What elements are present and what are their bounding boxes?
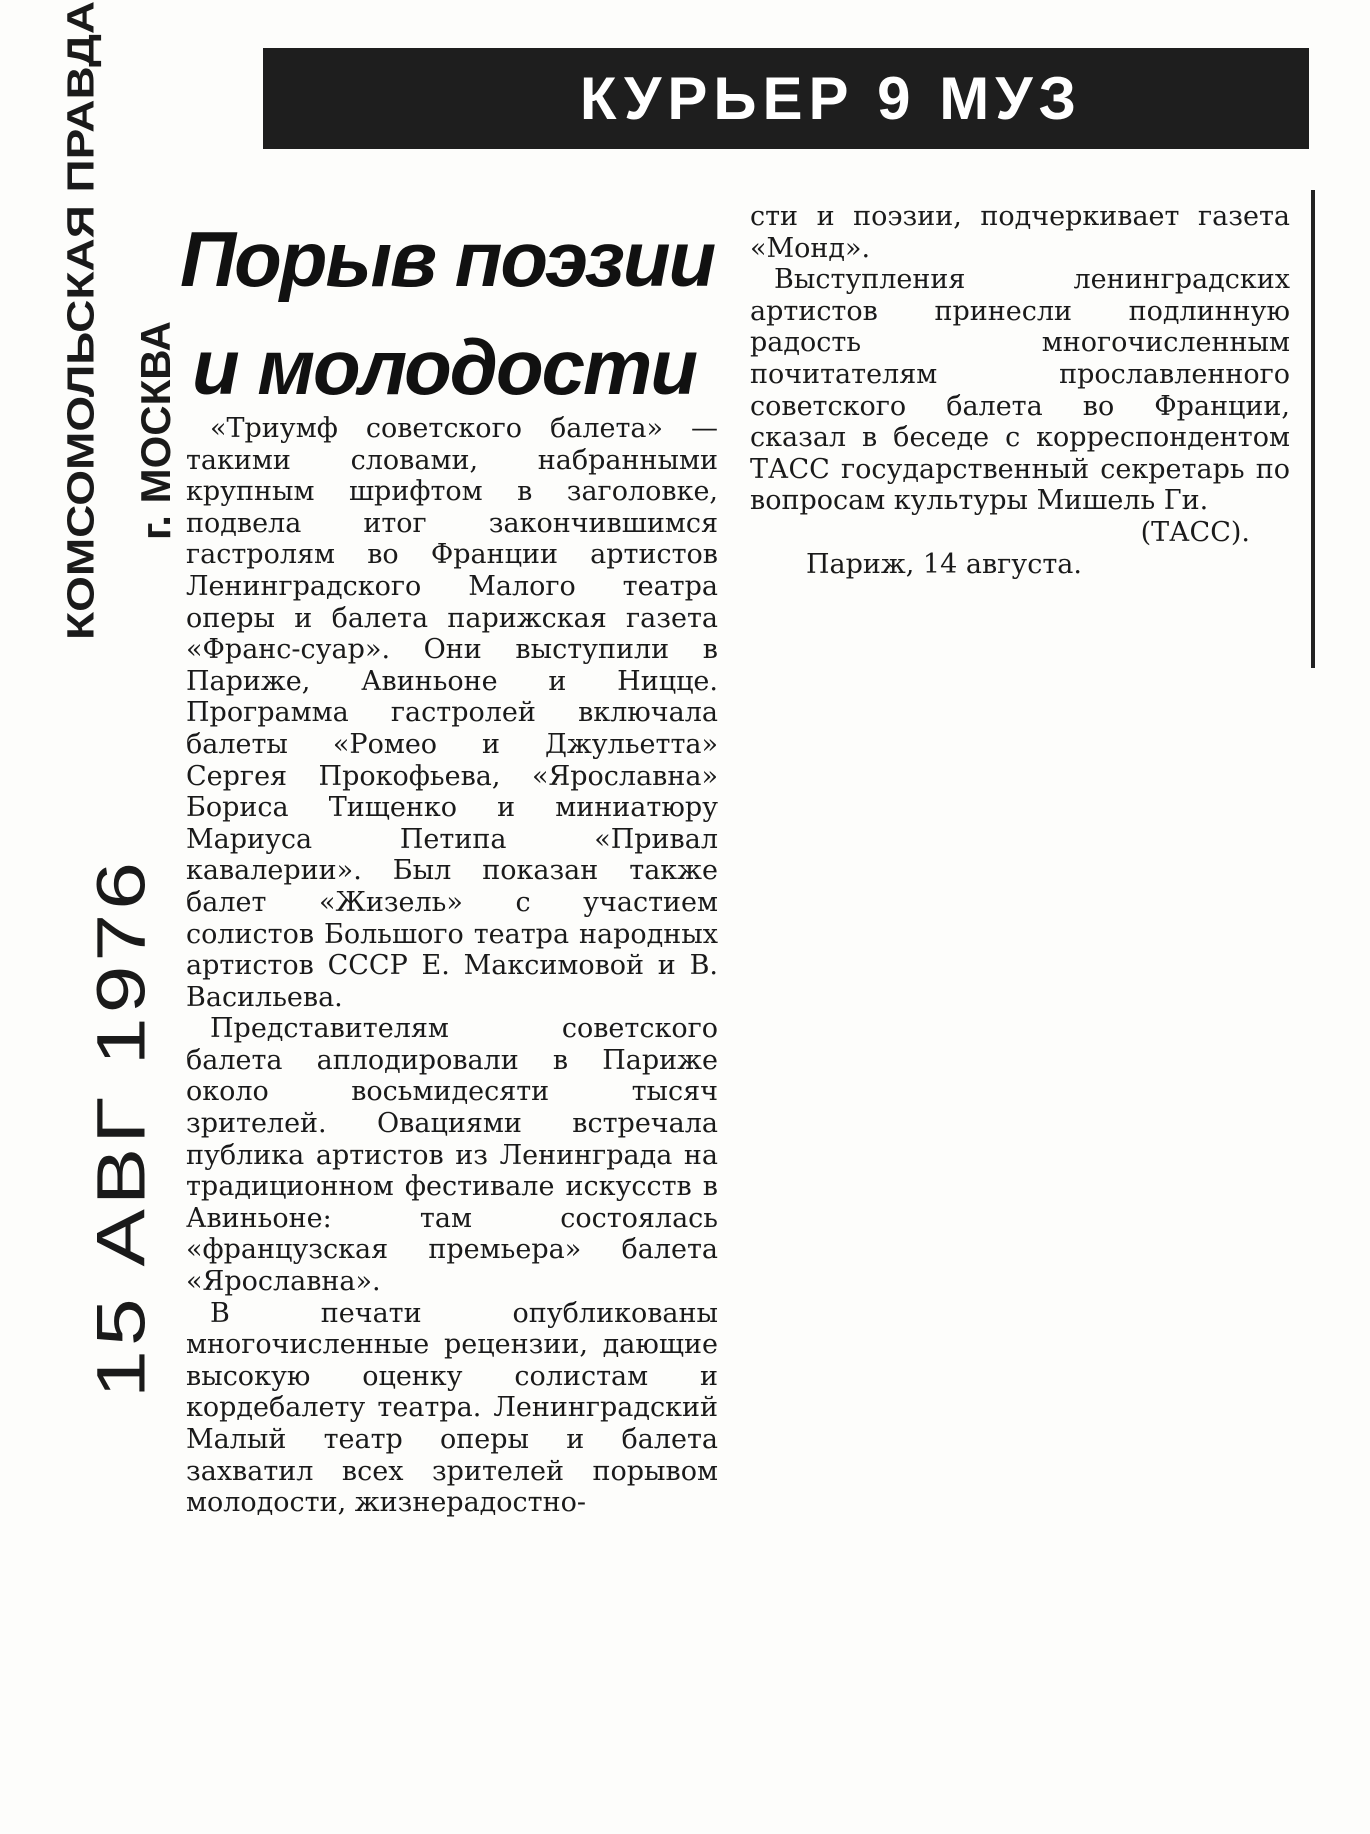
headline-line-1: Порыв поэзии (180, 215, 715, 303)
headline-line-2: и молодости (192, 323, 697, 411)
article-right-column (750, 201, 1290, 580)
agency-credit: (ТАСС). (1140, 516, 1250, 548)
paragraph: В печати опубликованы многочисленные рецензии, дающие высокую оценку солистам и кордебалету театра. Ленинградский Малый театр оперы и балета захватил всех зрителей порывом молодости, жизнерадостно- (186, 1297, 718, 1519)
paragraph: Представителям советского балета аплодировали в Париже около восьмидесяти тысяч зрителей. Овациями встречала публика артистов из Ленинграда на традиционном фестивале искусств в Авиньоне: там состоялась «французская премьера» балета «Ярославна». (186, 1013, 718, 1298)
paragraph: Выступления ленинградских артистов принесли подлинную радость многочисленным почитателям прославленного советского балета во Франции, сказал в беседе с корреспондентом ТАСС государственный секретарь по вопросам культуры Мишель Ги. (750, 264, 1290, 517)
column-rule (1311, 190, 1315, 668)
paragraph: сти и поэзии, подчеркивает газета «Монд». (750, 201, 1290, 264)
rubric-title: КУРЬЕР 9 МУЗ (579, 65, 1083, 132)
article-headline (180, 205, 740, 421)
date-stamp: 15 АВГ 1976 (82, 857, 160, 1398)
paragraph: «Триумф советского балета» — такими словами, набранными крупным шрифтом в заголовке, подвела итог закончившимся гастролям во Франции артистов Ленинградского Малого театра оперы и балета парижская газета «Франс-суар». Они выступили в Париже, Авиньоне и Ницце. Программа гастролей включала балеты «Ромео и Джульетта» Сергея Прокофьева, «Ярославна» Бориса Тищенко и миниатюру Мариуса Петипа «Привал кавалерии». Был показан также балет «Жизель» с участием солистов Большого театра народных артистов СССР Е. Максимовой и В. Васильева. (186, 413, 718, 1013)
city-stamp: г. МОСКВА (132, 321, 179, 540)
article-left-column (186, 413, 718, 1519)
dateline: Париж, 14 августа. (806, 548, 1082, 580)
newspaper-name-stamp: КОМСОМОЛЬСКАЯ ПРАВДА (58, 0, 102, 640)
rubric-banner (263, 48, 1309, 149)
